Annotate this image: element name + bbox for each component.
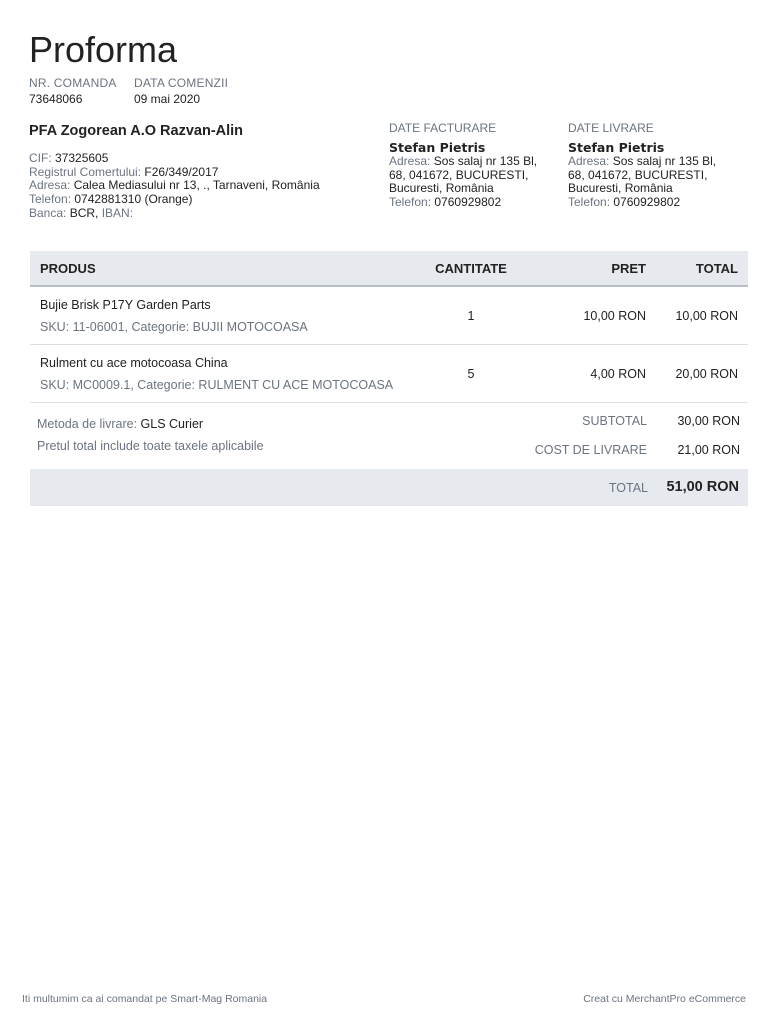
delivery-method-value: GLS Curier <box>140 417 204 431</box>
delivery-method <box>37 416 203 432</box>
billing-address-line3: Bucuresti, România <box>389 181 494 196</box>
shipping-address-text1: Sos salaj nr 135 Bl, <box>612 154 717 168</box>
billing-phone-line <box>389 196 559 210</box>
total-cell: 20,00 RON <box>656 345 748 403</box>
product-cell <box>30 345 406 403</box>
seller-phone: 0742881310 (Orange) <box>74 192 193 207</box>
seller-phone-label: Telefon: <box>29 192 72 207</box>
seller-cif-label: CIF: <box>29 151 52 165</box>
grand-total-value: 51,00 RON <box>666 479 739 495</box>
shipping-address-label: Adresa: <box>568 154 610 168</box>
shipping-cost-label: COST DE LIVRARE <box>534 443 647 457</box>
quantity-cell: 5 <box>406 345 536 403</box>
shipping-address-line3: Bucuresti, România <box>568 181 673 196</box>
billing-phone: 0760929802 <box>434 195 502 210</box>
billing-address-line1 <box>389 155 559 169</box>
seller-registry-line <box>29 166 369 180</box>
billing-address-label: Adresa: <box>389 154 431 168</box>
subtotal-value: 30,00 RON <box>677 414 740 428</box>
order-date-label: DATA COMENZII <box>134 76 229 90</box>
billing-phone-label: Telefon: <box>389 195 432 210</box>
table-row <box>30 345 748 403</box>
seller-registry: F26/349/2017 <box>144 164 219 179</box>
seller-address-line <box>29 179 369 193</box>
product-details: SKU: 11-06001, Categorie: BUJII MOTOCOASA <box>40 319 308 334</box>
grand-total-bar <box>30 469 748 506</box>
seller-cif-line <box>29 152 369 166</box>
products-table <box>30 251 748 403</box>
shipping-cost-value: 21,00 RON <box>677 443 740 457</box>
order-date: 09 mai 2020 <box>134 92 201 106</box>
table-header-row <box>30 251 748 286</box>
order-number-label: NR. COMANDA <box>29 76 117 90</box>
header-quantity: CANTITATE <box>435 260 507 276</box>
billing-address-text1: Sos salaj nr 135 Bl, <box>433 154 538 168</box>
seller-cif: 37325605 <box>55 151 109 165</box>
seller-phone-line <box>29 193 369 207</box>
shipping-phone-label: Telefon: <box>568 195 611 210</box>
billing-heading: DATE FACTURARE <box>389 121 497 135</box>
seller-bank-line <box>29 207 369 221</box>
header-total: TOTAL <box>695 260 738 276</box>
seller-address: Calea Mediasului nr 13, ., Tarnaveni, România <box>73 178 320 193</box>
product-name: Bujie Brisk P17Y Garden Parts <box>40 297 211 312</box>
order-number: 73648066 <box>29 92 83 106</box>
delivery-method-label: Metoda de livrare: <box>37 417 138 431</box>
shipping-address-line2: 68, 041672, BUCURESTI, <box>568 167 708 182</box>
shipping-heading: DATE LIVRARE <box>568 121 654 135</box>
tax-note: Pretul total include toate taxele aplicabile <box>37 439 264 453</box>
grand-total-label: TOTAL <box>608 481 648 495</box>
shipping-name: Stefan Pietris <box>568 140 665 155</box>
billing-name: Stefan Pietris <box>389 140 486 155</box>
header-price: PRET <box>611 260 646 276</box>
footer-credit: Creat cu MerchantPro eCommerce <box>583 993 746 1005</box>
product-details: SKU: MC0009.1, Categorie: RULMENT CU ACE MOTOCOASA <box>40 377 394 392</box>
price-cell: 4,00 RON <box>536 345 656 403</box>
order-date-block <box>134 75 228 107</box>
seller-address-label: Adresa: <box>29 178 71 193</box>
shipping-address-line1 <box>568 155 738 169</box>
price-cell: 10,00 RON <box>536 286 656 345</box>
page-title: Proforma <box>29 29 178 70</box>
billing-info <box>389 121 559 210</box>
shipping-phone: 0760929802 <box>613 195 681 210</box>
subtotal-row <box>497 413 740 429</box>
quantity-cell: 1 <box>406 286 536 345</box>
shipping-phone-line <box>568 196 738 210</box>
product-name: Rulment cu ace motocoasa China <box>40 355 228 370</box>
seller-bank-label: Banca: <box>29 205 67 220</box>
shipping-info <box>568 121 738 210</box>
product-cell <box>30 286 406 345</box>
order-number-block <box>29 75 117 107</box>
subtotal-label: SUBTOTAL <box>582 414 647 428</box>
footer-thanks: Iti multumim ca ai comandat pe Smart-Mag Romania <box>22 993 268 1005</box>
seller-info <box>29 122 369 221</box>
billing-address-line2: 68, 041672, BUCURESTI, <box>389 167 529 182</box>
seller-bank: BCR, <box>69 205 99 220</box>
shipping-cost-row <box>497 442 740 458</box>
seller-iban-label: IBAN: <box>101 205 134 220</box>
seller-registry-label: Registrul Comertului: <box>29 164 142 179</box>
total-cell: 10,00 RON <box>656 286 748 345</box>
seller-name: PFA Zogorean A.O Razvan-Alin <box>29 123 244 139</box>
header-product: PRODUS <box>40 260 96 276</box>
table-row <box>30 286 748 345</box>
